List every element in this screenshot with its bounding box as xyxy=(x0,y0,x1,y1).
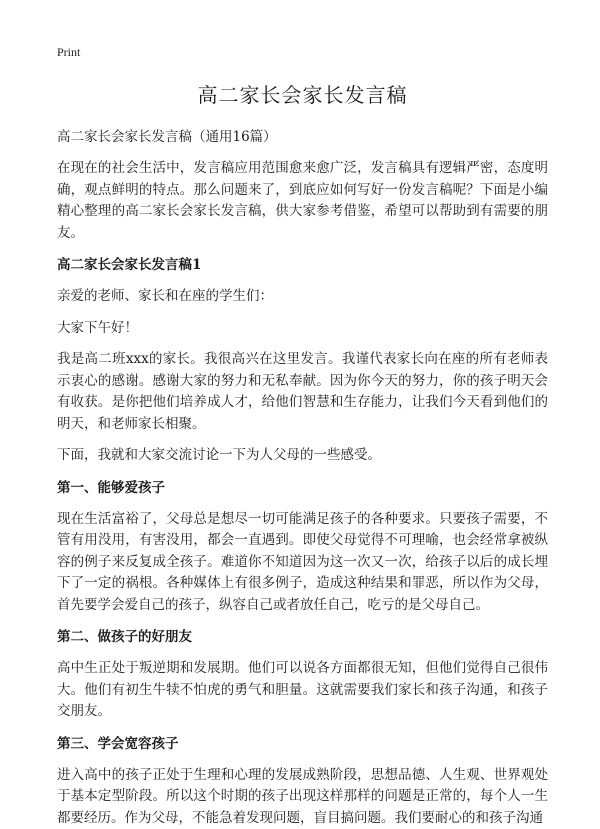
body-paragraph-2: 下面，我就和大家交流讨论一下为人父母的一些感受。 xyxy=(57,445,548,467)
section-paragraph-2: 高中生正处于叛逆期和发展期。他们可以说各方面都很无知，但他们觉得自己很伟大。他们有初生牛犊不怕虎的勇气和胆量。这就需要我们家长和孩子沟通，和孩子交朋友。 xyxy=(57,658,548,723)
section-paragraph-3: 进入高中的孩子正处于生理和心理的发展成熟阶段，思想品德、人生观、世界观处于基本定型阶段。所以这个时期的孩子出现这样那样的问题是正常的，每个人一生都要经历。作为父母，不能急着发现问题，盲目搞问题。我们要耐心的和孩子沟通 xyxy=(57,765,548,829)
document-subtitle: 高二家长会家长发言稿（通用16篇） xyxy=(57,126,548,148)
intro-paragraph: 在现在的社会生活中，发言稿应用范围愈来愈广泛，发言稿具有逻辑严密，态度明确，观点鲜明的特点。那么问题来了，到底应如何写好一份发言稿呢？下面是小编精心整理的高二家长会家长发言稿，供大家参考借鉴，希望可以帮助到有需要的朋友。 xyxy=(57,158,548,244)
section-heading-1: 第一、能够爱孩子 xyxy=(57,477,548,499)
hello-paragraph: 大家下午好！ xyxy=(57,318,548,340)
section-paragraph-1: 现在生活富裕了，父母总是想尽一切可能满足孩子的各种要求。只要孩子需要，不管有用没用，有害没用，都会一直遇到。即使父母觉得不可理喻，也会经常拿被纵容的例子来反复成全孩子。难道你不知道因为这一次又一次，给孩子以后的成长埋下了一定的祸根。各种媒体上有很多例子，造成这种结果和罪恶，所以作为父母，首先要学会爱自己的孩子，纵容自己或者放任自己，吃亏的是父母自己。 xyxy=(57,509,548,617)
print-link[interactable]: Print xyxy=(57,44,548,60)
greeting-paragraph: 亲爱的老师、家长和在座的学生们： xyxy=(57,286,548,308)
section-heading-2: 第二、做孩子的好朋友 xyxy=(57,626,548,648)
article-heading: 高二家长会家长发言稿1 xyxy=(57,254,548,276)
page-title: 高二家长会家长发言稿 xyxy=(57,82,548,108)
section-heading-3: 第三、学会宽容孩子 xyxy=(57,733,548,755)
body-paragraph-1: 我是高二班xxx的家长。我很高兴在这里发言。我谨代表家长向在座的所有老师表示衷心的感谢。感谢大家的努力和无私奉献。因为你今天的努力，你的孩子明天会有收获。是你把他们培养成人才，给他们智慧和生存能力，让我们今天看到他们的明天，和老师家长相聚。 xyxy=(57,349,548,435)
